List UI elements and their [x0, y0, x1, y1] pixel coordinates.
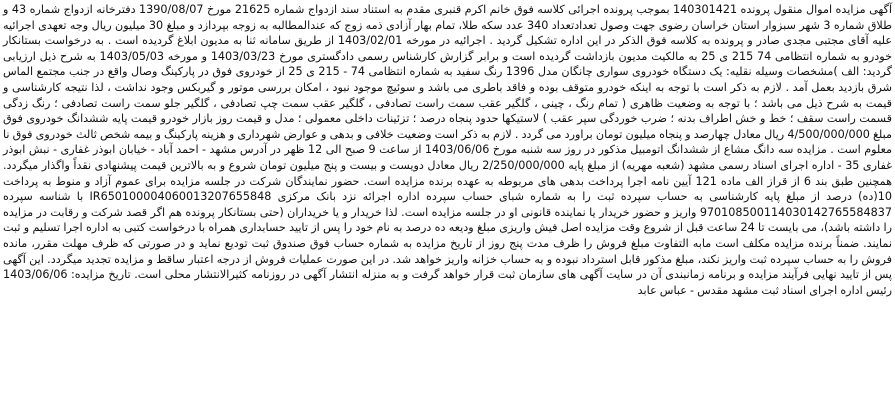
auction-notice-text: آگهی مزایده اموال منقول پرونده 140301421 بموجب پرونده اجرائی کلاسه فوق خانم اکرم قنبری مقدم به استناد سند ازدواج شماره 21625 مورخ 1390/08/07 دفترخانه ازدواج شماره 43 و طلاق شماره 3 شهر سبزوار استان خراسان رضوی جهت وصول تعدادتعداد 340 عدد سکه طلا، تمام بهار آزادی ذمه زوج که عندالمطالبه به زوجه بپردازد و مبلغ 30 میلیون ریال وجه تعهدی اجرائیه علیه آقای مجتبی مجدی صادر و پرونده به کلاسه فوق الذکر در این اداره تشکیل گردید . اجرائیه در مورخه 1403/02/01 از طریق سامانه ثنا به مدیون ابلاغ گردیده است . به درخواست بستانکار خودرو به شماره انتظامی 74 215 ی 25 به مالکیت مدیون بازداشت گردیده است و برابر گزارش کارشناس رسمی دادگستری مورخ 1403/03/23 و مورخه 1403/05/03 به شرح ذیل ارزیابی گردید: الف )مشخصات وسیله نقلیه: یک دستگاه خودروی سواری چانگان مدل 1396 رنگ سفید به شماره انتظامی 74 - 215 ی 25 از خودروی فوق در پارکینگ وصال واقع در جنب مجتمع الماس شرق بازدید بعمل آمد . لازم به ذکر است با توجه به اینکه خودرو متوقف بوده و فاقد باطری می باشد و سوئیچ موجود نبود ، امکان بررسی موتور و گیربکس وجود نداشت ، لذا نتیجه کارشناسی و قیمت به شرح ذیل می باشد ؛ با توجه به وضعیت ظاهری ( تمام رنگ ، چینی ، گلگیر عقب سمت راست تصادفی ، گلگیر عقب سمت چپ تصادفی ، گلگیر جلو سمت راست تصادفی ؛ رنگ زدگی قسمت راست سقف ؛ خط و خش اطراف بدنه ؛ ضرب خوردگی سپر عقب ) لاستیکها حدود پنجاه درصد ؛ تزئینات داخلی معمولی ؛ مدل و قیمت روز بازار خودرو قیمت پایه ششدانگ خودروی فوق مبلغ 4/500/000/000 ریال معادل چهارصد و پنجاه میلیون تومان براورد می گردد . لازم به ذکر است وضعیت خلافی و بدهی و عوارض شهرداری و هزینه پارکینگ و بیمه شخص ثالث خودروی فوق نا معلوم است . مزایده سه دانگ مشاع از ششدانگ اتومبیل مذکور در روز سه شنبه مورخ 1403/06/06 از ساعت 9 صبح الی 12 ظهر در آدرس مشهد - احمد آباد - خیابان ابوذر غفاری - نبش ابوذر غفاری 35 - اداره اجرای اسناد رسمی مشهد (شعبه مهریه) از مبلغ پایه 2/250/000/000 ریال معادل دویست و بیست و پنج میلیون تومان شروع و به بالاترین قیمت پیشنهادی نقداً واگذار میگردد. همچنین طبق بند 6 از قراز الف ماده 121 آیین نامه اجرا پرداخت بدهی های مربوطه به عهده برنده مزایده است. حضور نمایندگان شرکت در جلسه مزایده برای عموم آزاد و منوط به پرداخت 10(ده) درصد از مبلغ پایه کارشناسی به حساب سپرده ثبت را به شماره شبای حساب سپرده اداره اجرائه نزد بانک مرکزی IR650100004060013207655848 با شناسه سپرده 970108500114030142765584837 واریز و حضور خریدار یا نماینده قانونی او در جلسه مزایده است. لذا خریدار و یا خریداران (حتی بستانکار پرونده هم اگر قصد شرکت و رقابت در مزایده را داشته باشد)، می بایست تا 24 ساعت قبل از شروع وقت مزایده اصل فیش واریزی مبلغ ودیعه ده درصد به نام خود را پس از تایید حسابداری همراه با درخواست کتبی به اداره اجرا تسلیم و ثبت نمایند. ضمناً برنده مزایده مکلف است مابه التفاوت مبلغ فروش را ظرف مدت پنج روز از تاریخ مزایده به شماره حساب فوق صندوق ثبت تودیع نماید و در صورتی که ظرف مهلت مقرر، مانده فروش را به حساب سپرده ثبت واریز نکند، مبلغ مذکور قابل استرداد نبوده و به حساب خزانه واریز خواهد شد. در این صورت عملیات فروش از درجه اعتبار ساقط و مزایده تجدید میگردد. این آگهی پس از تایید نهایی فرآیند مزایده و برنامه زمانبندی آن در سایت آگهی های سازمان ثبت قرار خواهد گرفت و به منزله انتشار آگهی در روزنامه کثیرالانتشار محلی است. تاریخ مزایده: 1403/06/06 رئیس اداره اجرای اسناد ثبت مشهد مقدس - عباس عابد	[3, 3, 893, 297]
